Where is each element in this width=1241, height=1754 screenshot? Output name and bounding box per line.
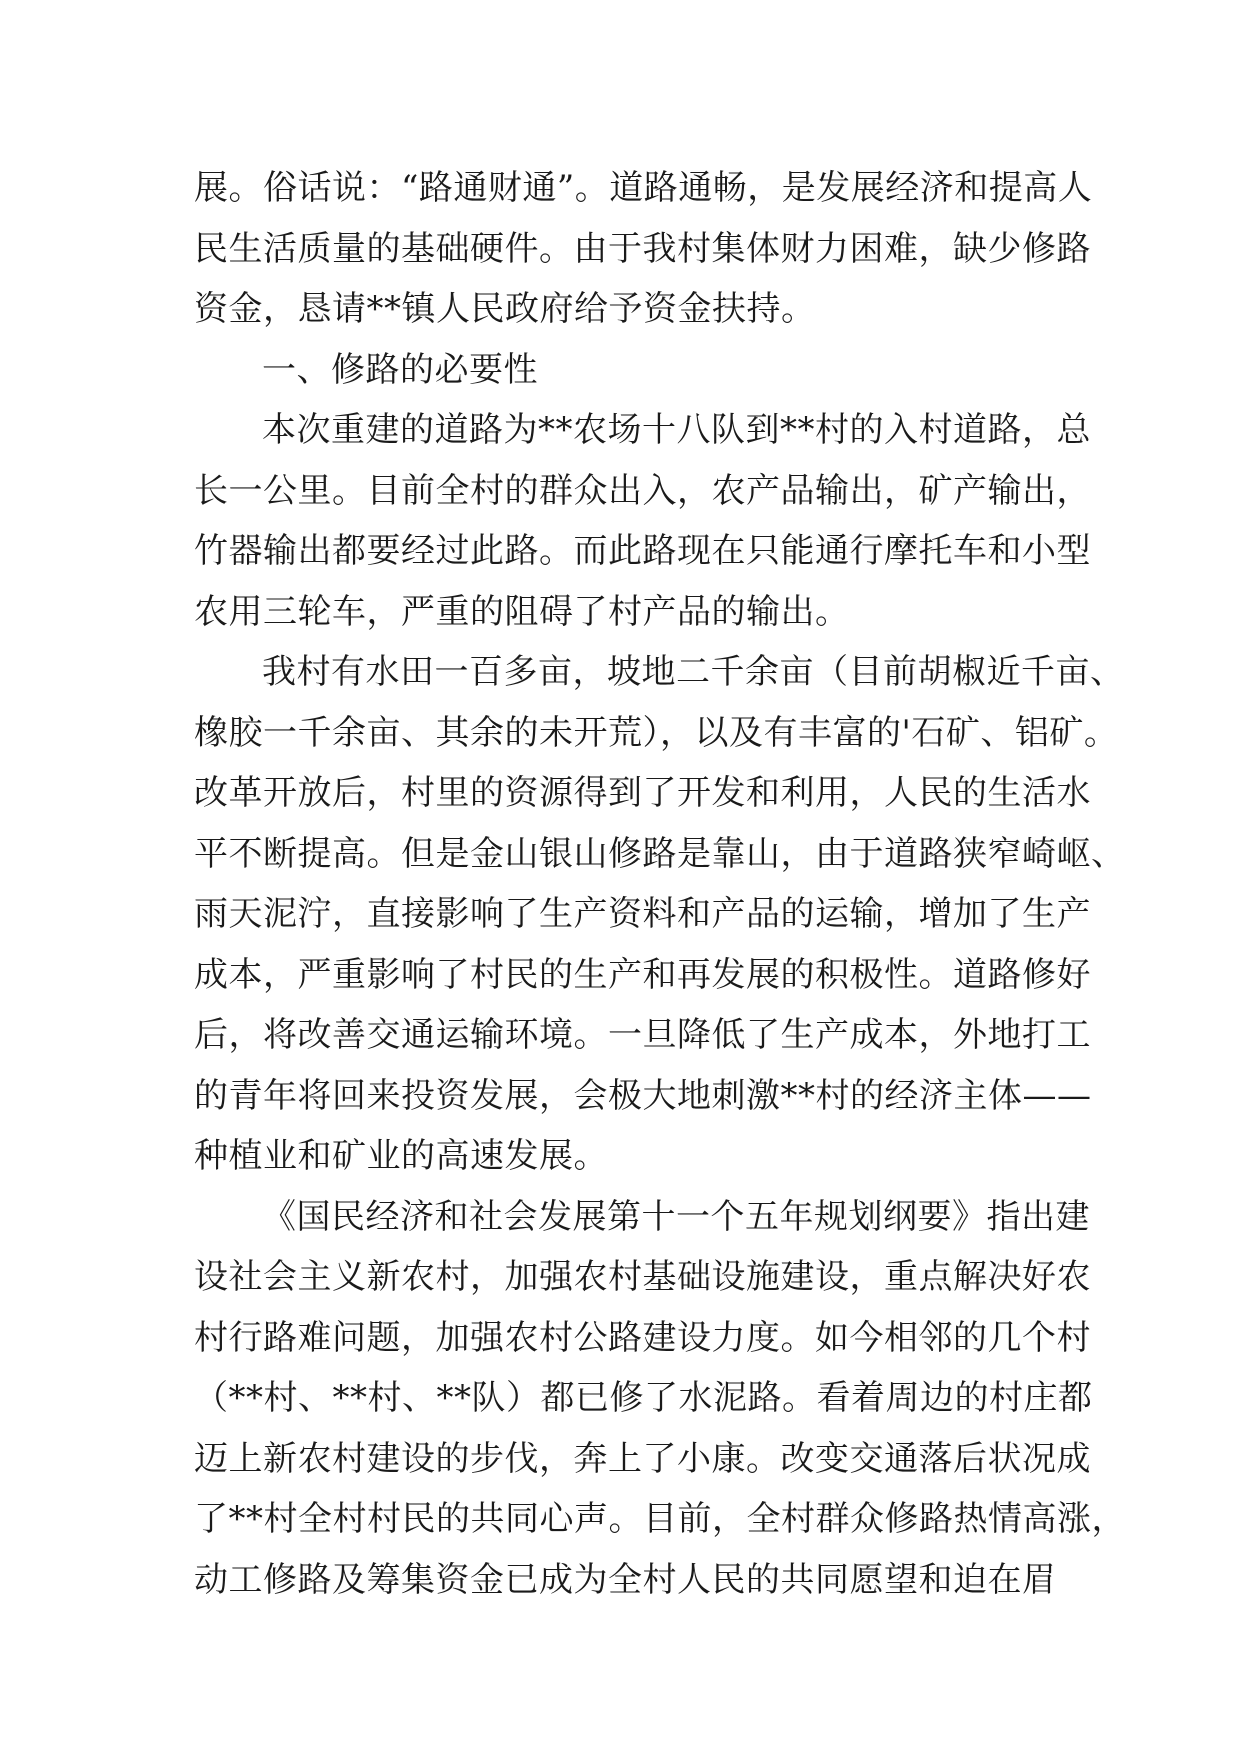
text-line: 了**村全村村民的共同心声。目前，全村群众修路热情高涨， — [194, 1499, 1126, 1539]
text-line: 我村有水田一百多亩，坡地二千余亩（目前胡椒近千亩、 — [262, 652, 1125, 692]
text-line: 设社会主义新农村，加强农村基础设施建设，重点解决好农 — [194, 1257, 1091, 1297]
text-line: 成本，严重影响了村民的生产和再发展的积极性。道路修好 — [194, 954, 1091, 995]
text-line: 动工修路及筹集资金已成为全村人民的共同愿望和迫在眉 — [194, 1559, 1057, 1600]
text-line: 《国民经济和社会发展第十一个五年规划纲要》指出建 — [262, 1196, 1090, 1237]
text-line: 改革开放后，村里的资源得到了开发和利用，人民的生活水 — [194, 773, 1091, 813]
section-heading: 一、修路的必要性 — [262, 349, 538, 390]
text-line: 迈上新农村建设的步伐，奔上了小康。改变交通落后状况成 — [194, 1438, 1091, 1479]
text-line: 长一公里。目前全村的群众出入，农产品输出，矿产输出， — [194, 470, 1091, 511]
body-text — [194, 158, 1126, 1610]
text-line: 村行路难问题，加强农村公路建设力度。如今相邻的几个村 — [194, 1317, 1091, 1358]
text-line: 展。俗话说：“路通财通”。道路通畅，是发展经济和提高人 — [194, 168, 1093, 208]
text-line: 农用三轮车，严重的阻碍了村产品的输出。 — [194, 591, 850, 632]
text-line: （**村、**村、**队）都已修了水泥路。看着周边的村庄都 — [194, 1378, 1093, 1418]
text-line: 雨天泥泞，直接影响了生产资料和产品的运输，增加了生产 — [194, 894, 1091, 934]
text-line: 的青年将回来投资发展，会极大地刺激**村的经济主体—— — [194, 1075, 1092, 1116]
text-line: 后，将改善交通运输环境。一旦降低了生产成本，外地打工 — [194, 1015, 1091, 1055]
text-line: 民生活质量的基础硬件。由于我村集体财力困难，缺少修路 — [194, 228, 1091, 269]
text-line: 本次重建的道路为**农场十八队到**村的入村道路，总 — [262, 410, 1091, 450]
text-line: 竹器输出都要经过此路。而此路现在只能通行摩托车和小型 — [194, 531, 1091, 571]
text-line: 橡胶一千余亩、其余的未开荒），以及有丰富的'石矿、铝矿。 — [194, 712, 1119, 753]
text-line: 平不断提高。但是金山银山修路是靠山，由于道路狭窄崎岖、 — [194, 833, 1126, 874]
text-line: 资金，恳请**镇人民政府给予资金扶持。 — [194, 289, 816, 329]
text-line: 种植业和矿业的高速发展。 — [194, 1136, 608, 1176]
